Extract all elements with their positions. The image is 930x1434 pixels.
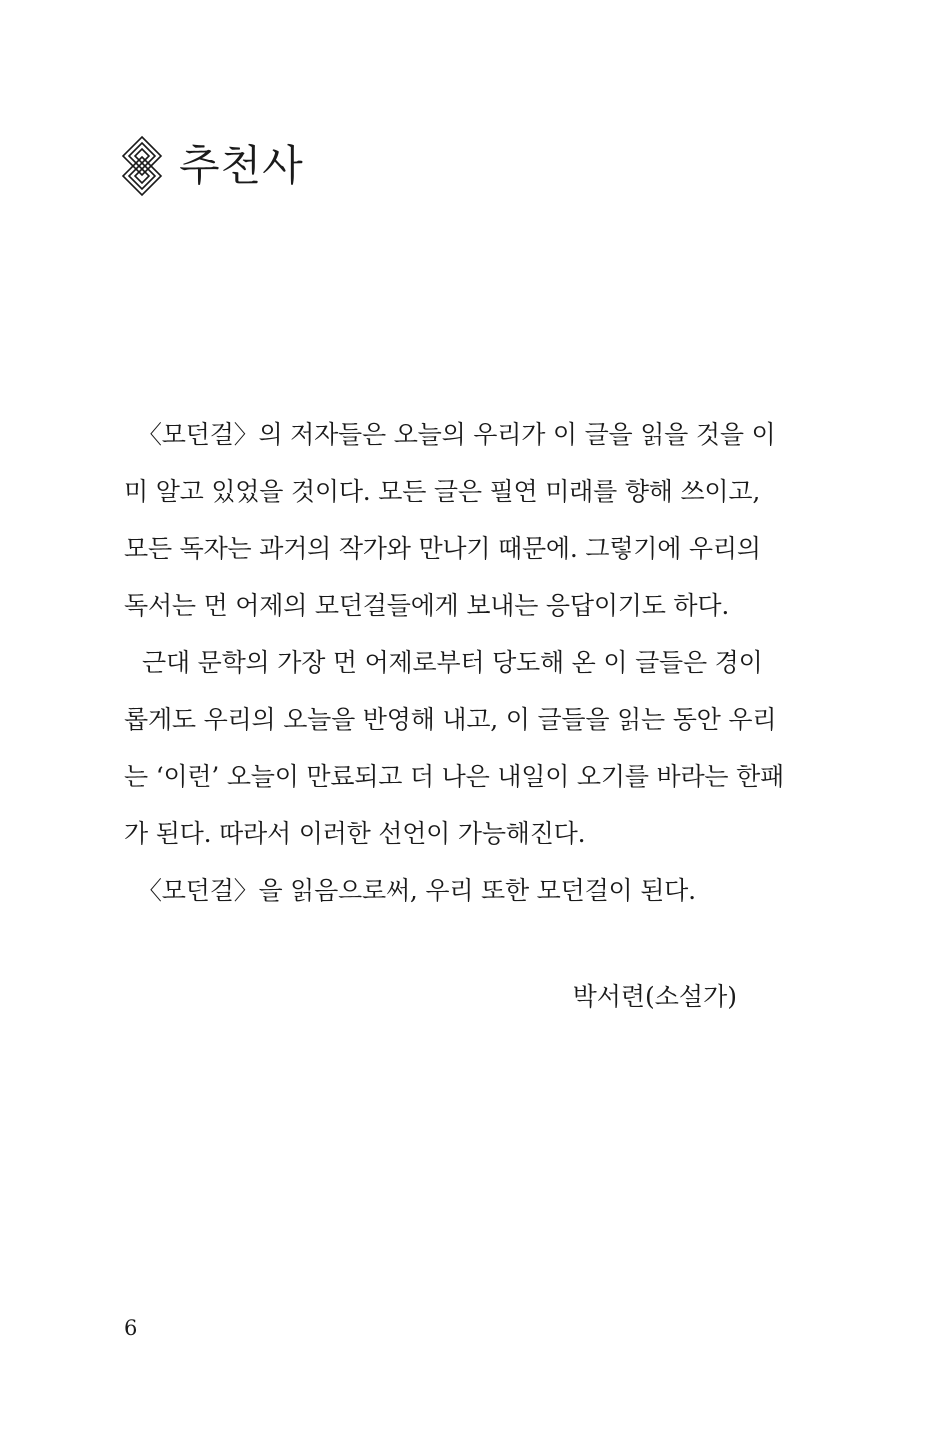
body-line: 〈모던걸〉의 저자들은 오늘의 우리가 이 글을 읽을 것을 이 <box>137 420 776 449</box>
body-line: 는 ‘이런’ 오늘이 만료되고 더 나은 내일이 오기를 바라는 한패 <box>124 762 785 791</box>
body-line: 미 알고 있었을 것이다. 모든 글은 필연 미래를 향해 쓰이고, <box>124 477 761 506</box>
body-line: 모든 독자는 과거의 작가와 만나기 때문에. 그렇기에 우리의 <box>124 534 761 563</box>
body-line: 〈모던걸〉을 읽음으로써, 우리 또한 모던걸이 된다. <box>137 876 696 905</box>
body-line: 독서는 먼 어제의 모던걸들에게 보내는 응답이기도 하다. <box>124 591 730 620</box>
page-title: 추천사 <box>179 141 304 190</box>
page-number: 6 <box>124 1316 138 1340</box>
heading <box>121 130 304 202</box>
body-line: 롭게도 우리의 오늘을 반영해 내고, 이 글들을 읽는 동안 우리 <box>124 705 777 734</box>
endless-knot-icon <box>121 135 163 197</box>
body-line: 근대 문학의 가장 먼 어제로부터 당도해 온 이 글들은 경이 <box>142 648 763 677</box>
body-line: 가 된다. 따라서 이러한 선언이 가능해진다. <box>124 819 586 848</box>
body-text <box>124 413 785 926</box>
signature: 박서련(소설가) <box>572 982 737 1011</box>
